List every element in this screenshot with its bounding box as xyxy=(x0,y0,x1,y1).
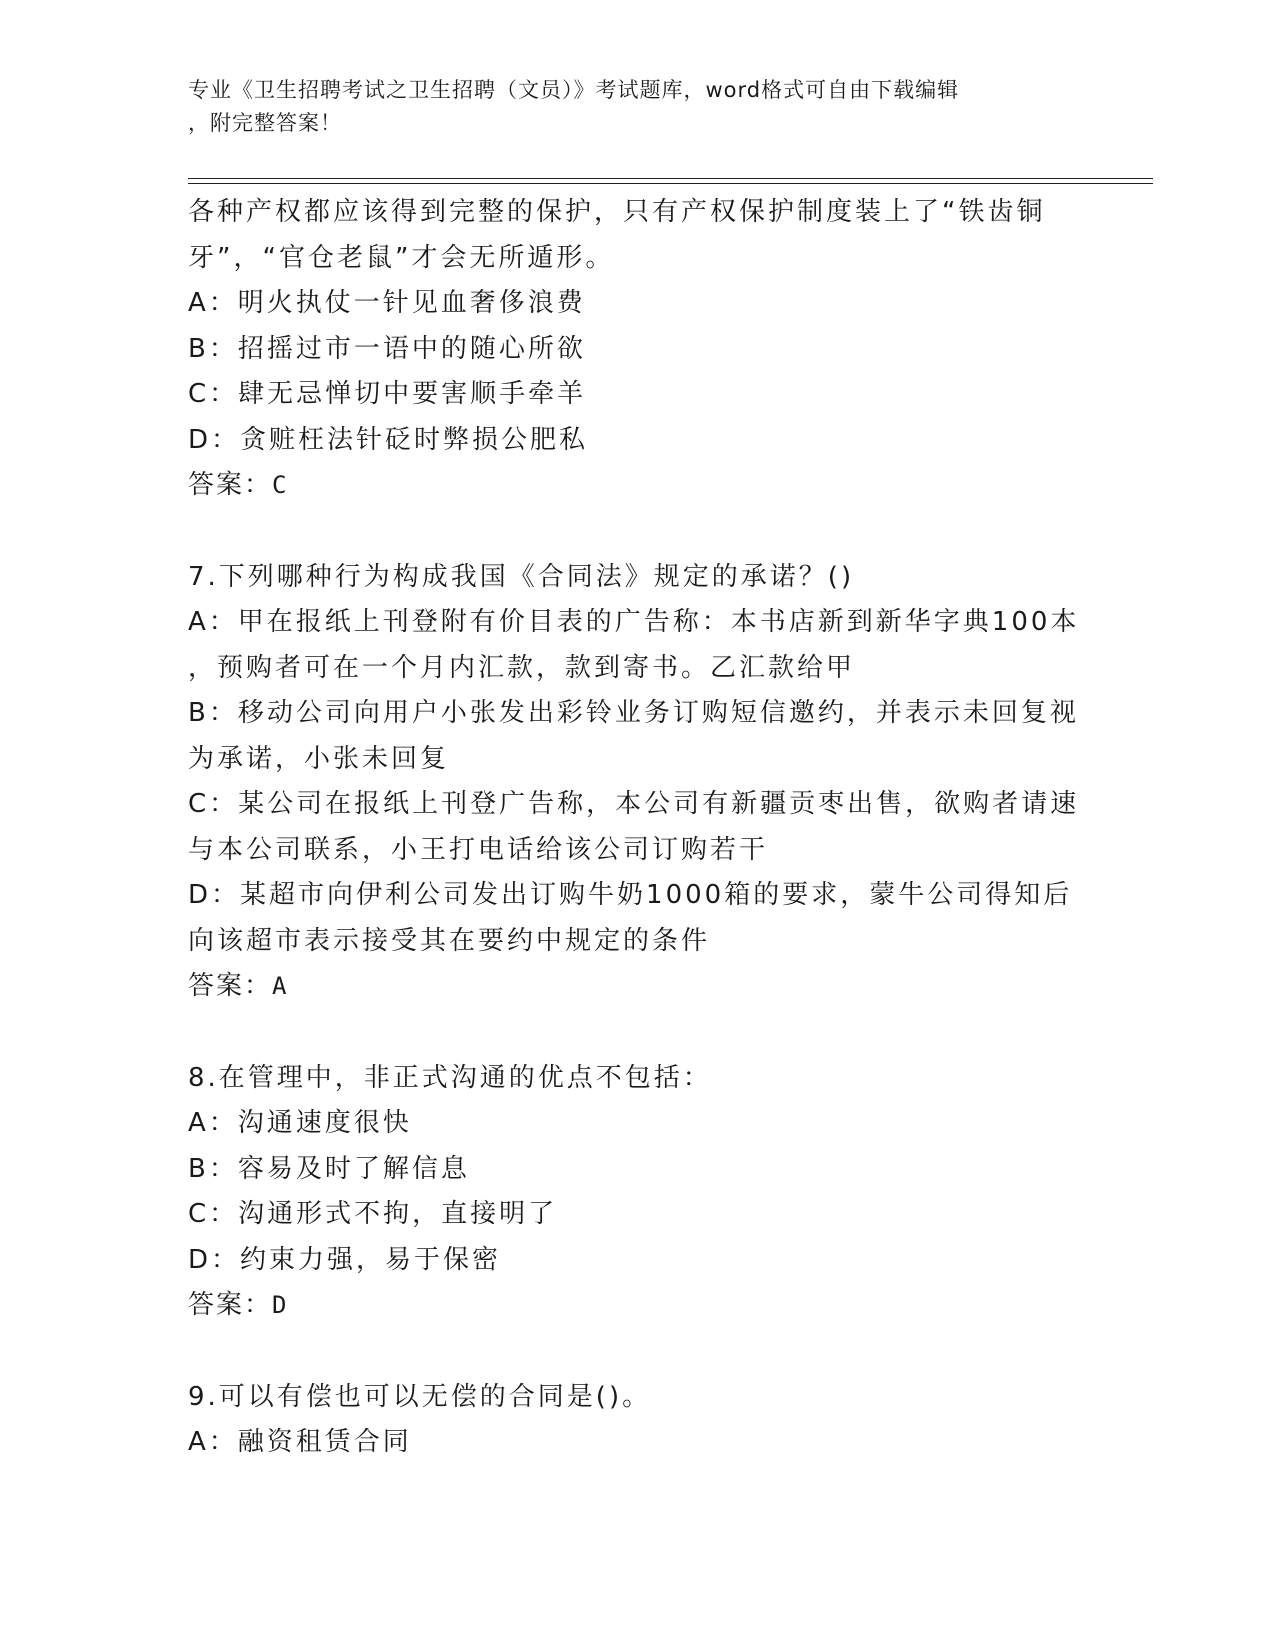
answer-line xyxy=(188,463,1088,509)
option-d: D：约束力强，易于保密 xyxy=(188,1244,502,1275)
question-8 xyxy=(188,1056,1088,1329)
question-spacer xyxy=(188,1329,1088,1375)
question-stem: 9.可以有偿也可以无偿的合同是()。 xyxy=(188,1381,652,1412)
option-d: D：贪赃枉法针砭时弊损公肥私 xyxy=(188,424,589,455)
question-stem-line: 各种产权都应该得到完整的保护，只有产权保护制度装上了“铁齿铜 xyxy=(188,197,1046,227)
answer-label: 答案： xyxy=(188,1290,273,1320)
question-spacer xyxy=(188,509,1088,555)
question-9 xyxy=(188,1375,1088,1466)
answer-value: C xyxy=(272,471,289,499)
answer-line xyxy=(188,1283,1088,1329)
option-a: A：沟通速度很快 xyxy=(188,1108,412,1138)
option-b-line-2: 为承诺，小张未回复 xyxy=(188,743,450,774)
header-line-2: ，附完整答案！ xyxy=(188,111,342,135)
header-line-1: 专业《卫生招聘考试之卫生招聘（文员）》考试题库，word格式可自由下载编辑 xyxy=(188,78,960,102)
question-spacer xyxy=(188,1010,1088,1056)
option-c: C：肆无忌惮切中要害顺手牵羊 xyxy=(188,379,587,409)
option-d-line-1: D：某超市向伊利公司发出订购牛奶1000箱的要求，蒙牛公司得知后 xyxy=(188,880,1073,910)
option-a: A：融资租赁合同 xyxy=(188,1427,412,1457)
option-b: B：招摇过市一语中的随心所欲 xyxy=(188,333,586,364)
option-c-line-1: C：某公司在报纸上刊登广告称，本公司有新疆贡枣出售，欲购者请速 xyxy=(188,789,1080,819)
question-stem-line: 牙”，“官仓老鼠”才会无所遁形。 xyxy=(188,242,615,273)
option-d-line-2: 向该超市表示接受其在要约中规定的条件 xyxy=(188,925,711,956)
option-a-line-1: A：甲在报纸上刊登附有价目表的广告称：本书店新到新华字典100本 xyxy=(188,607,1080,637)
answer-label: 答案： xyxy=(188,470,273,500)
question-list xyxy=(188,190,1088,1466)
option-a: A：明火执仗一针见血奢侈浪费 xyxy=(188,288,586,318)
answer-value: A xyxy=(272,972,289,1000)
question-7 xyxy=(188,555,1088,1010)
option-c-line-2: 与本公司联系，小王打电话给该公司订购若干 xyxy=(188,834,769,865)
option-b-line-1: B：移动公司向用户小张发出彩铃业务订购短信邀约，并表示未回复视 xyxy=(188,698,1079,728)
answer-value: D xyxy=(272,1291,289,1319)
answer-line xyxy=(188,964,1088,1010)
answer-label: 答案： xyxy=(188,971,273,1001)
document-header xyxy=(188,74,1088,140)
option-c: C：沟通形式不拘，直接明了 xyxy=(188,1199,558,1229)
option-b: B：容易及时了解信息 xyxy=(188,1153,470,1184)
question-stem: 8.在管理中，非正式沟通的优点不包括： xyxy=(188,1062,712,1093)
question-stem: 7.下列哪种行为构成我国《合同法》规定的承诺？() xyxy=(188,561,855,592)
option-a-line-2: ，预购者可在一个月内汇款，款到寄书。乙汇款给甲 xyxy=(188,652,856,683)
question-6 xyxy=(188,190,1088,509)
header-divider-top xyxy=(188,178,1153,179)
header-divider-bottom xyxy=(188,183,1153,184)
